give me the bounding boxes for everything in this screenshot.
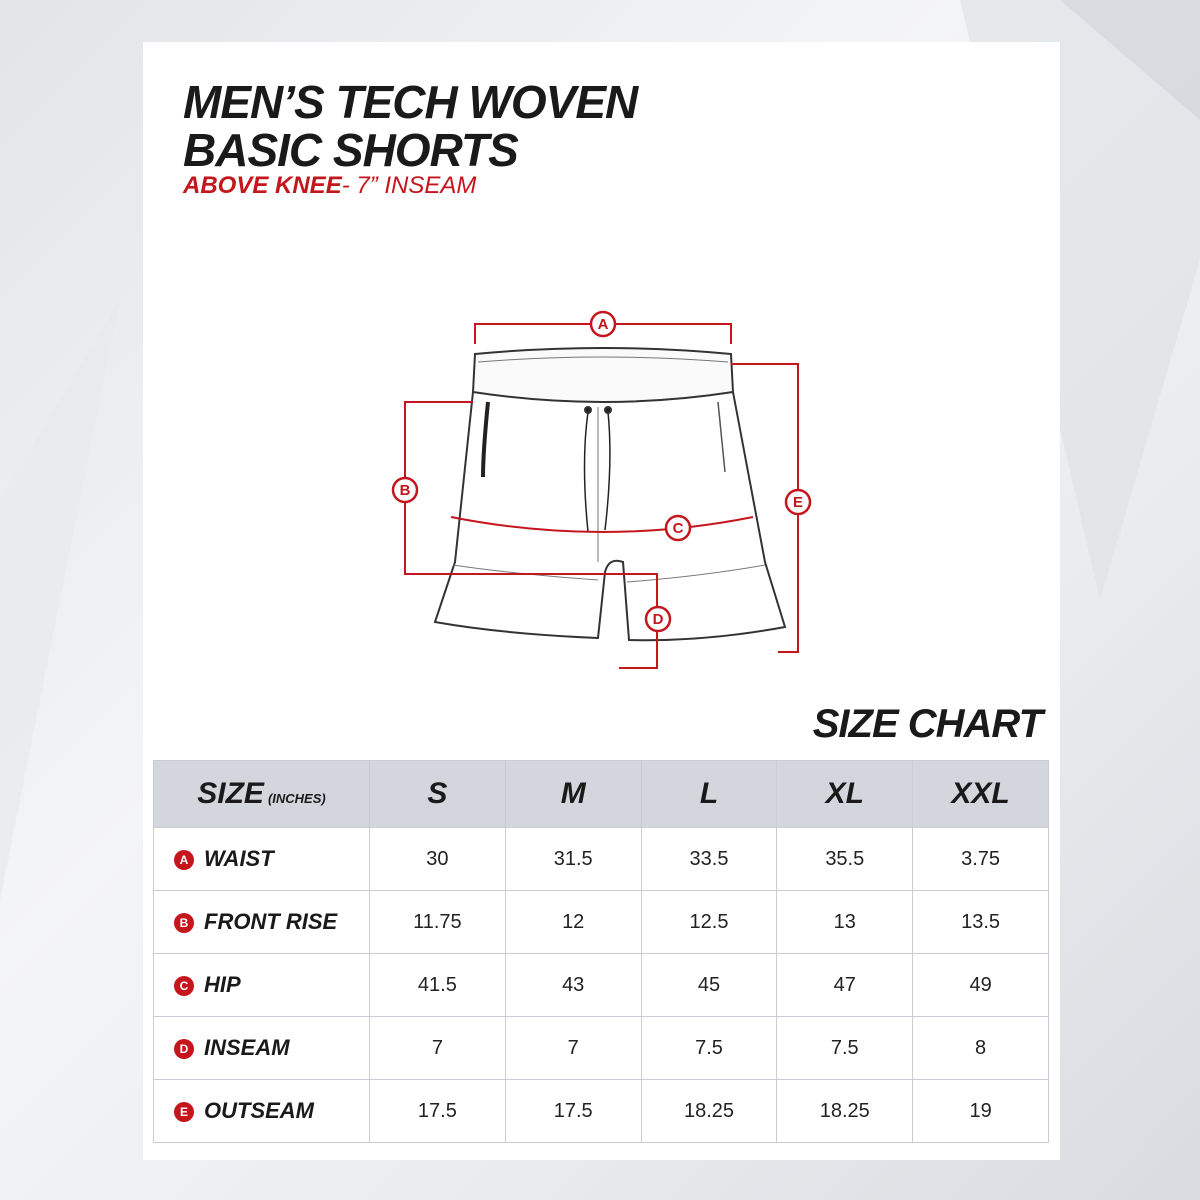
size-header-label: SIZE: [197, 777, 264, 810]
table-row: [154, 1080, 1049, 1143]
shorts-measurement-diagram: [383, 262, 823, 682]
table-cell: 30: [370, 828, 506, 891]
size-header-s: S: [370, 761, 506, 828]
table-cell: 43: [505, 954, 641, 1017]
size-header-xxl: XXL: [913, 761, 1049, 828]
table-cell: 12: [505, 891, 641, 954]
table-row: [154, 828, 1049, 891]
size-chart-card: [143, 42, 1060, 1160]
table-cell: 7.5: [777, 1017, 913, 1080]
row-label-hip: [154, 954, 370, 1017]
shorts-illustration: [435, 348, 785, 640]
table-cell: 49: [913, 954, 1049, 1017]
title-line-2: BASIC SHORTS: [183, 124, 518, 176]
table-cell: 35.5: [777, 828, 913, 891]
row-name: HIP: [204, 972, 241, 997]
table-row: [154, 891, 1049, 954]
product-title: [183, 78, 637, 174]
marker-badge: E: [174, 1102, 194, 1122]
marker-c-label: C: [672, 520, 684, 537]
table-cell: 45: [641, 954, 777, 1017]
row-label-outseam: [154, 1080, 370, 1143]
row-name: OUTSEAM: [204, 1098, 314, 1123]
table-cell: 7: [370, 1017, 506, 1080]
size-header-l: L: [641, 761, 777, 828]
row-label-inseam: [154, 1017, 370, 1080]
marker-badge: C: [174, 976, 194, 996]
table-cell: 13: [777, 891, 913, 954]
size-header-m: M: [505, 761, 641, 828]
table-row: [154, 954, 1049, 1017]
marker-a-label: A: [597, 316, 609, 333]
table-header-row: [154, 761, 1049, 828]
title-line-1: MEN’S TECH WOVEN: [183, 76, 638, 128]
table-cell: 8: [913, 1017, 1049, 1080]
marker-b-label: B: [399, 482, 411, 499]
row-label-waist: [154, 828, 370, 891]
marker-d-label: D: [652, 611, 664, 628]
table-cell: 11.75: [370, 891, 506, 954]
row-label-front-rise: [154, 891, 370, 954]
table-cell: 31.5: [505, 828, 641, 891]
table-cell: 7: [505, 1017, 641, 1080]
table-cell: 18.25: [641, 1080, 777, 1143]
table-cell: 19: [913, 1080, 1049, 1143]
table-cell: 33.5: [641, 828, 777, 891]
product-subtitle: [183, 172, 476, 200]
size-header-xl: XL: [777, 761, 913, 828]
front-rise-inseam-line: [405, 402, 657, 668]
hip-measure-line: [451, 517, 753, 532]
table-cell: 12.5: [641, 891, 777, 954]
marker-badge: B: [174, 913, 194, 933]
marker-badge: A: [174, 850, 194, 870]
table-cell: 3.75: [913, 828, 1049, 891]
row-name: INSEAM: [204, 1035, 290, 1060]
row-name: WAIST: [204, 846, 274, 871]
size-chart-title: SIZE CHART: [812, 702, 1042, 746]
unit-label: (INCHES): [267, 791, 326, 806]
table-cell: 47: [777, 954, 913, 1017]
size-column-header: [154, 761, 370, 828]
table-cell: 18.25: [777, 1080, 913, 1143]
marker-e-label: E: [792, 494, 804, 511]
row-name: FRONT RISE: [204, 909, 338, 934]
table-cell: 41.5: [370, 954, 506, 1017]
table-cell: 17.5: [505, 1080, 641, 1143]
table-cell: 13.5: [913, 891, 1049, 954]
table-row: [154, 1017, 1049, 1080]
subtitle-inseam: - 7” INSEAM: [341, 172, 477, 199]
subtitle-fit: ABOVE KNEE: [183, 172, 342, 199]
table-cell: 7.5: [641, 1017, 777, 1080]
size-chart-table: [153, 760, 1049, 1143]
marker-badge: D: [174, 1039, 194, 1059]
table-cell: 17.5: [370, 1080, 506, 1143]
